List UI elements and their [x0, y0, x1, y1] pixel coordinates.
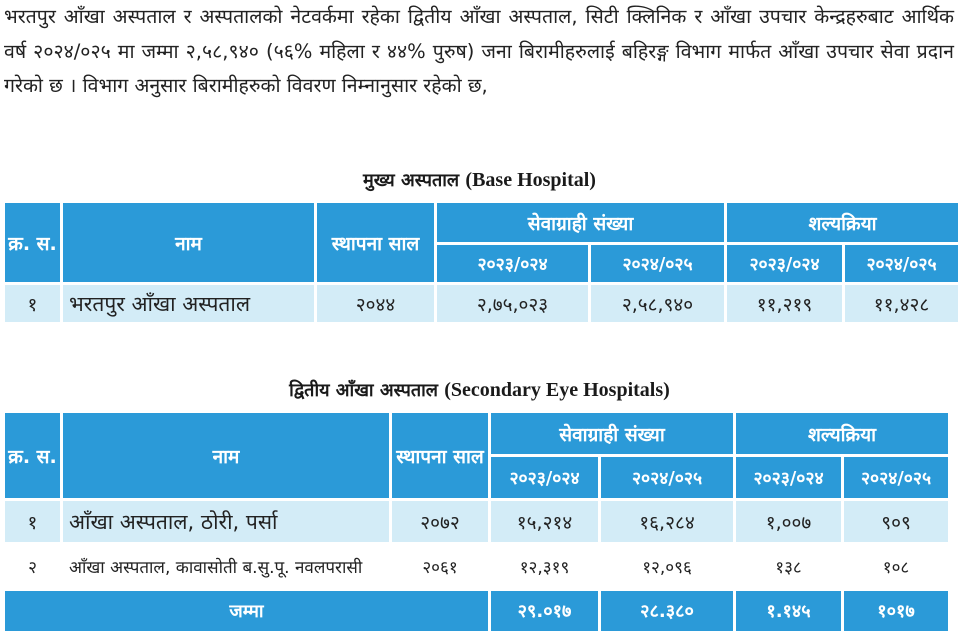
caption-nepali: द्वितीय आँखा अस्पताल [289, 380, 438, 401]
total-patients-2023: २९.०१७ [491, 591, 598, 631]
cell-surgery-2023: ११,२१९ [727, 285, 842, 322]
base-hospital-table [2, 200, 959, 325]
header-year: २०२३/०२४ [491, 457, 598, 498]
cell-established: २०७२ [392, 501, 488, 542]
cell-surgery-2023: १३८ [736, 545, 841, 588]
total-label: जम्मा [5, 591, 488, 631]
cell-hospital-name: भरतपुर आँखा अस्पताल [63, 285, 314, 322]
header-year: २०२३/०२४ [736, 457, 841, 498]
cell-patients-2023: २,७५,०२३ [437, 285, 588, 322]
cell-surgery-2023: १,००७ [736, 501, 841, 542]
header-serial-number: क्र. स. [5, 203, 60, 282]
header-established-year: स्थापना साल [392, 413, 488, 498]
header-name: नाम [63, 413, 389, 498]
cell-hospital-name: आँखा अस्पताल, ठोरी, पर्सा [63, 501, 389, 542]
total-surgery-2024: १०१७ [844, 591, 948, 631]
table-row [5, 545, 948, 588]
cell-established: २०४४ [317, 285, 434, 322]
intro-paragraph: भरतपुर आँखा अस्पताल र अस्पतालको नेटवर्कमा रहेका द्वितीय आँखा अस्पताल, सिटी क्लिनिक र आँखा उपचार केन्द्रहरुबाट आर्थिक वर्ष २०२४/०२५ मा जम्मा २,५८,९४० (५६% महिला र ४४% पुरुष) जना बिरामीहरुलाई बहिरङ्ग विभाग मार्फत आँखा उपचार सेवा प्रदान गरेको छ । विभाग अनुसार बिरामीहरुको विवरण निम्नानुसार रहेको छ, [4, 5, 954, 97]
caption-nepali: मुख्य अस्पताल [363, 170, 460, 191]
base-hospital-caption [0, 168, 959, 192]
header-established-year: स्थापना साल [317, 203, 434, 282]
header-year: २०२३/०२४ [727, 245, 842, 282]
caption-english: (Secondary Eye Hospitals) [444, 379, 670, 401]
cell-established: २०६१ [392, 545, 488, 588]
cell-surgery-2024: ११,४२८ [845, 285, 958, 322]
secondary-hospitals-table [2, 410, 951, 634]
header-year: २०२४/०२५ [845, 245, 958, 282]
cell-patients-2023: १५,२१४ [491, 501, 598, 542]
caption-english: (Base Hospital) [465, 169, 596, 191]
cell-serial: १ [5, 501, 60, 542]
cell-patients-2024: १६,२८४ [601, 501, 733, 542]
cell-patients-2023: १२,३१९ [491, 545, 598, 588]
header-year: २०२३/०२४ [437, 245, 588, 282]
cell-patients-2024: २,५८,९४० [591, 285, 724, 322]
header-surgery: शल्यक्रिया [727, 203, 958, 242]
cell-surgery-2024: १०८ [844, 545, 948, 588]
cell-hospital-name: आँखा अस्पताल, कावासोती ब.सु.पू. नवलपरासी [63, 545, 389, 588]
cell-serial: १ [5, 285, 60, 322]
table-row [5, 285, 958, 322]
header-surgery: शल्यक्रिया [736, 413, 948, 454]
cell-surgery-2024: ९०९ [844, 501, 948, 542]
header-year: २०२४/०२५ [601, 457, 733, 498]
header-patient-count: सेवाग्राही संख्या [491, 413, 733, 454]
total-row [5, 591, 948, 631]
header-patient-count: सेवाग्राही संख्या [437, 203, 724, 242]
cell-serial: २ [5, 545, 60, 588]
total-patients-2024: २८.३८० [601, 591, 733, 631]
total-surgery-2023: १.१४५ [736, 591, 841, 631]
header-year: २०२४/०२५ [591, 245, 724, 282]
header-serial-number: क्र. स. [5, 413, 60, 498]
header-name: नाम [63, 203, 314, 282]
header-year: २०२४/०२५ [844, 457, 948, 498]
cell-patients-2024: १२,०९६ [601, 545, 733, 588]
table-row [5, 501, 948, 542]
secondary-hospitals-caption [0, 378, 959, 402]
